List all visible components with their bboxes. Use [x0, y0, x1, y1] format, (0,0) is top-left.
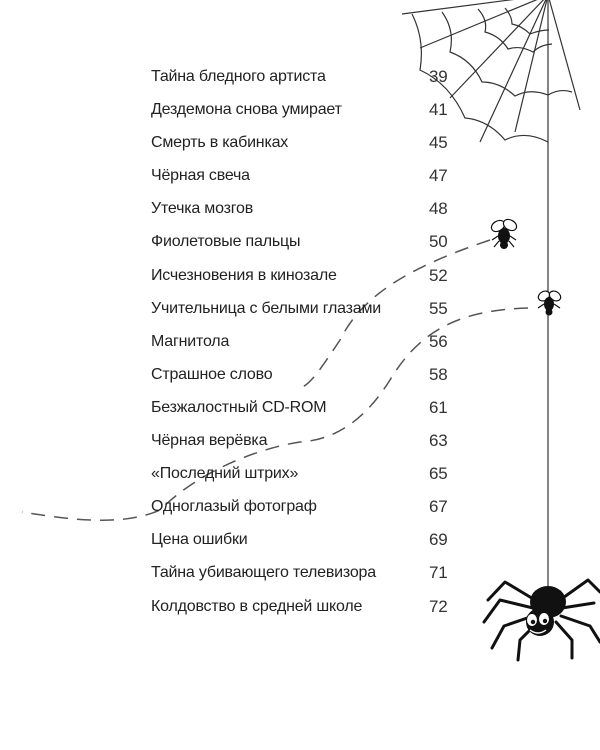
toc-entry[interactable]	[151, 523, 451, 556]
toc-entry[interactable]	[151, 225, 451, 258]
toc-entry-page: 55	[429, 298, 448, 318]
toc-entry-title: Учительница с белыми глазами	[151, 299, 382, 317]
toc-entry[interactable]	[151, 292, 451, 325]
table-of-contents	[151, 60, 451, 623]
fly-icon	[537, 289, 563, 315]
toc-entry[interactable]	[151, 424, 451, 457]
toc-entry-page: 61	[429, 397, 448, 417]
toc-entry-page: 63	[429, 431, 448, 451]
toc-entry-title: Утечка мозгов	[151, 200, 254, 218]
toc-entry[interactable]	[151, 590, 451, 623]
toc-entry[interactable]	[151, 60, 451, 93]
toc-entry-page: 72	[429, 596, 448, 616]
toc-entry-page: 67	[429, 497, 448, 517]
toc-entry[interactable]	[151, 490, 451, 523]
toc-entry-page: 52	[429, 265, 448, 285]
toc-entry-page: 41	[429, 100, 448, 120]
toc-entry[interactable]	[151, 192, 451, 225]
toc-entry-title: Смерть в кабинках	[151, 134, 289, 152]
spider-icon	[484, 580, 600, 660]
toc-entry-title: Чёрная верёвка	[151, 432, 268, 450]
toc-entry-page: 50	[429, 232, 448, 252]
toc-entry-page: 58	[429, 364, 448, 384]
toc-entry-page: 39	[429, 67, 448, 86]
toc-entry-title: Магнитола	[151, 332, 230, 350]
toc-entry-title: Тайна убивающего телевизора	[151, 564, 376, 582]
toc-entry-title: Страшное слово	[151, 365, 273, 383]
toc-entry[interactable]	[151, 325, 451, 358]
toc-entry-title: Колдовство в средней школе	[151, 597, 363, 615]
toc-entry-title: Безжалостный CD-ROM	[151, 398, 327, 416]
toc-entry-title: Тайна бледного артиста	[151, 68, 326, 85]
toc-entry-title: Исчезновения в кинозале	[151, 266, 337, 284]
toc-entry-title: Цена ошибки	[151, 531, 248, 549]
toc-entry-page: 71	[429, 563, 448, 583]
toc-entry-page: 69	[429, 530, 448, 550]
toc-entry-title: Фиолетовые пальцы	[151, 233, 301, 251]
toc-entry[interactable]	[151, 457, 451, 490]
toc-entry-title: Одноглазый фотограф	[151, 498, 317, 516]
toc-entry-title: Чёрная свеча	[151, 167, 250, 185]
toc-entry[interactable]	[151, 391, 451, 424]
toc-entry[interactable]	[151, 259, 451, 292]
toc-entry-title: Дездемона снова умирает	[151, 101, 342, 119]
toc-entry-page: 45	[429, 133, 448, 153]
toc-entry-page: 56	[429, 331, 448, 351]
toc-entry-page: 65	[429, 464, 448, 484]
toc-entry[interactable]	[151, 126, 451, 159]
toc-entry-title: «Последний штрих»	[151, 465, 299, 483]
toc-entry-page: 47	[429, 166, 448, 186]
toc-entry[interactable]	[151, 93, 451, 126]
toc-entry[interactable]	[151, 358, 451, 391]
fly-icon	[489, 217, 518, 249]
toc-entry-page: 48	[429, 199, 448, 219]
toc-entry[interactable]	[151, 556, 451, 589]
toc-entry[interactable]	[151, 159, 451, 192]
